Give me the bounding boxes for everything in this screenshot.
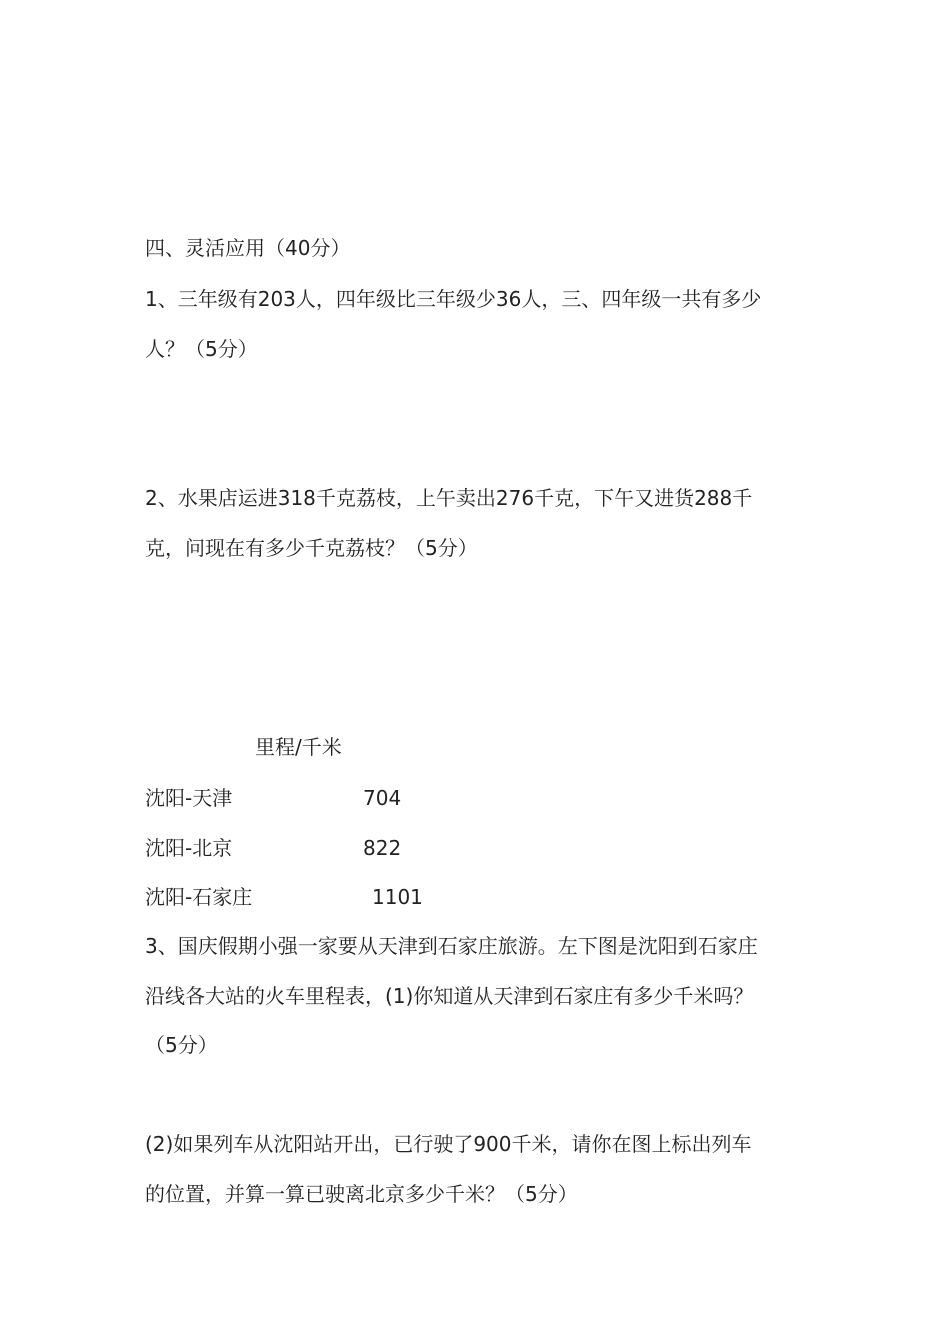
mileage-km: 822 <box>363 836 402 860</box>
mileage-route: 沈阳-天津 <box>145 786 233 810</box>
mileage-route: 沈阳-北京 <box>145 836 233 860</box>
question-3-line-2: 沿线各大站的火车里程表，(1)你知道从天津到石家庄有多少千米吗？ <box>145 984 754 1008</box>
question-2-line-1: 2、水果店运进318千克荔枝，上午卖出276千克，下午又进货288千 <box>145 486 753 510</box>
mileage-km: 704 <box>363 786 402 810</box>
question-3-part-2-line-1: (2)如果列车从沈阳站开出，已行驶了900千米，请你在图上标出列车 <box>145 1132 752 1156</box>
question-3-line-1: 3、国庆假期小强一家要从天津到石家庄旅游。左下图是沈阳到石家庄 <box>145 934 758 958</box>
question-1-line-2: 人？（5分） <box>145 337 258 361</box>
question-3-part-2-line-2: 的位置，并算一算已驶离北京多少千米？（5分） <box>145 1182 578 1206</box>
question-3-line-3: （5分） <box>145 1033 218 1057</box>
section-heading: 四、灵活应用（40分） <box>145 236 351 260</box>
question-1-line-1: 1、三年级有203人，四年级比三年级少36人，三、四年级一共有多少 <box>145 287 762 311</box>
question-2-line-2: 克，问现在有多少千克荔枝？（5分） <box>145 536 478 560</box>
mileage-km: 1101 <box>372 885 423 909</box>
mileage-route: 沈阳-石家庄 <box>145 885 253 909</box>
mileage-table-header: 里程/千米 <box>255 735 342 759</box>
